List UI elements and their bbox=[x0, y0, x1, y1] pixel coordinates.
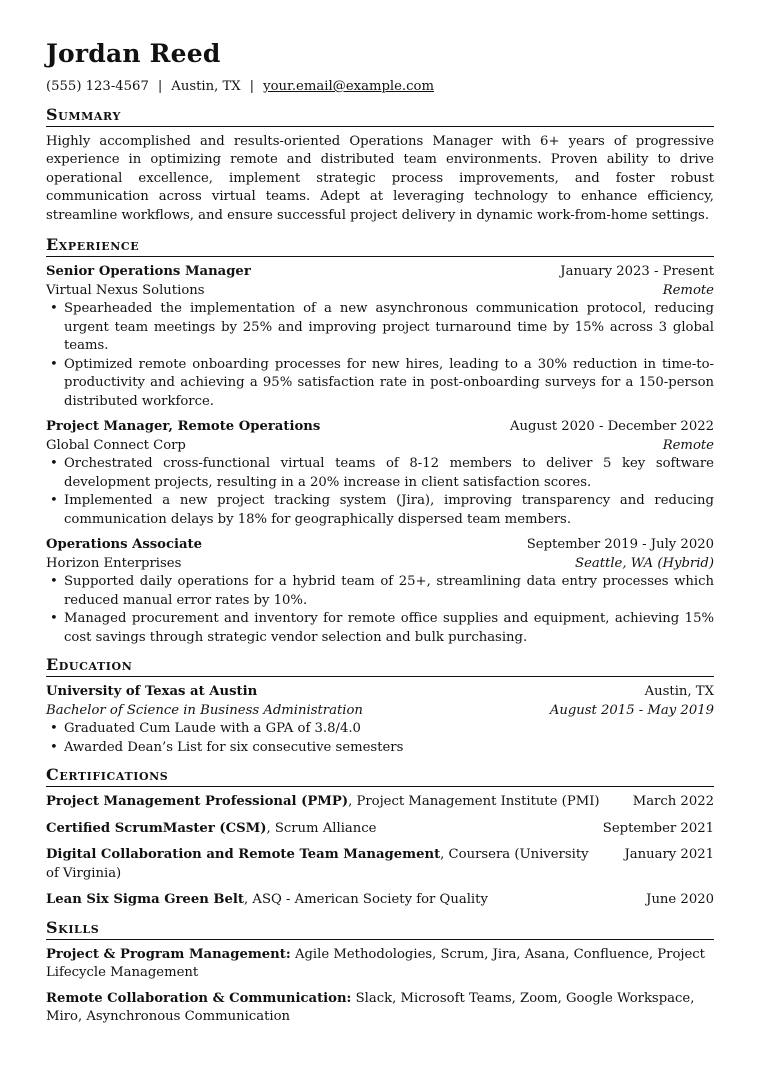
education-dates: August 2015 - May 2019 bbox=[549, 702, 714, 718]
candidate-name: Jordan Reed bbox=[46, 39, 221, 68]
certification-issuer: , Coursera (University of Virginia) bbox=[46, 847, 589, 881]
company-name: Virtual Nexus Solutions bbox=[46, 282, 205, 298]
summary-text: Highly accomplished and results-oriented Operations Manager with 6+ years of progressive experience in optimizing remote and distributed team environments. Proven ability to drive operational excellence, implement strategic process improvements, and foster robust communication across virtual teams. Adept at leveraging technology to enhance efficiency, streamline workflows, and ensure successful project delivery in dynamic work-from-home settings. bbox=[46, 133, 714, 223]
skills-section bbox=[46, 918, 714, 1027]
bullet-item: • Spearheaded the implementation of a new asynchronous communication protocol, reducing urgent team meetings by 25% and improving project turnaround time by 15% across 3 global teams. bbox=[46, 300, 714, 356]
education-header bbox=[46, 683, 714, 702]
certification-issuer: , ASQ - American Society for Quality bbox=[244, 892, 488, 907]
certification-date: January 2021 bbox=[624, 847, 714, 862]
company-name: Horizon Enterprises bbox=[46, 555, 182, 571]
section-heading-education: Education bbox=[46, 655, 714, 677]
job-dates: September 2019 - July 2020 bbox=[526, 537, 714, 552]
bullet-item: • Implemented a new project tracking system (Jira), improving transparency and reducing communication delays by 18% for geographically dispersed team members. bbox=[46, 492, 714, 529]
job-subheader bbox=[46, 437, 714, 456]
location: Austin, TX bbox=[171, 79, 241, 94]
job-entry bbox=[46, 263, 714, 411]
certification-item bbox=[46, 820, 714, 839]
job-header bbox=[46, 418, 714, 437]
bullet-item: • Graduated Cum Laude with a GPA of 3.8/4.0 bbox=[46, 720, 714, 739]
contact-separator: | bbox=[157, 79, 163, 94]
skill-list: Slack, Microsoft Teams, Zoom, Google Workspace, Miro, Asynchronous Communication bbox=[46, 990, 695, 1024]
bullet-item: • Supported daily operations for a hybrid team of 25+, streamlining data entry processes which reduced manual error rates by 10%. bbox=[46, 573, 714, 610]
section-heading-summary: Summary bbox=[46, 105, 714, 127]
certification-date: September 2021 bbox=[602, 820, 714, 836]
school-name: University of Texas at Austin bbox=[46, 684, 258, 699]
job-entry bbox=[46, 418, 714, 529]
certification-name: Lean Six Sigma Green Belt bbox=[46, 892, 245, 907]
bullet-item: • Optimized remote onboarding processes for new hires, leading to a 30% reduction in time-to-productivity and achieving a 95% satisfaction rate in post-onboarding surveys for a 150-person distributed workforce. bbox=[46, 356, 714, 412]
certification-text bbox=[46, 846, 604, 883]
certification-text bbox=[46, 793, 600, 812]
education-section bbox=[46, 655, 714, 757]
contact-line bbox=[46, 78, 714, 97]
certification-item bbox=[46, 846, 714, 883]
certification-name: Certified ScrumMaster (CSM) bbox=[46, 820, 267, 836]
job-title: Operations Associate bbox=[46, 537, 203, 552]
education-bullets bbox=[46, 720, 714, 757]
certification-name: Project Management Professional (PMP) bbox=[46, 794, 349, 809]
section-heading-skills: Skills bbox=[46, 918, 714, 940]
education-subheader bbox=[46, 702, 714, 721]
job-subheader bbox=[46, 555, 714, 574]
certification-date: March 2022 bbox=[632, 794, 714, 809]
company-name: Global Connect Corp bbox=[46, 437, 186, 453]
school-location: Austin, TX bbox=[644, 684, 714, 699]
job-entry bbox=[46, 536, 714, 647]
skill-category: Project & Program Management: bbox=[46, 946, 291, 962]
job-dates: August 2020 - December 2022 bbox=[510, 419, 714, 434]
certification-item bbox=[46, 793, 714, 812]
job-bullets bbox=[46, 300, 714, 411]
contact-separator: | bbox=[249, 79, 255, 94]
job-title: Project Manager, Remote Operations bbox=[46, 419, 321, 434]
certification-issuer: , Project Management Institute (PMI) bbox=[348, 794, 600, 809]
job-header bbox=[46, 536, 714, 555]
job-title: Senior Operations Manager bbox=[46, 264, 251, 279]
skill-item bbox=[46, 990, 714, 1027]
certification-text bbox=[46, 891, 488, 910]
bullet-item: • Managed procurement and inventory for remote office supplies and equipment, achieving 15% cost savings through strategic vendor selection and bulk purchasing. bbox=[46, 610, 714, 647]
bullet-item: • Orchestrated cross-functional virtual teams of 8-12 members to deliver 5 key software development projects, resulting in a 20% increase in client satisfaction scores. bbox=[46, 455, 714, 492]
skill-category: Remote Collaboration & Communication: bbox=[46, 990, 352, 1006]
experience-section bbox=[46, 235, 714, 647]
job-location: Remote bbox=[662, 437, 714, 453]
job-location: Seattle, WA (Hybrid) bbox=[575, 555, 714, 571]
section-heading-certifications: Certifications bbox=[46, 765, 714, 787]
skill-list: Agile Methodologies, Scrum, Jira, Asana, Confluence, Project Lifecycle Management bbox=[46, 946, 705, 980]
job-bullets bbox=[46, 573, 714, 647]
bullet-item: • Awarded Dean’s List for six consecutive semesters bbox=[46, 739, 714, 758]
job-bullets bbox=[46, 455, 714, 529]
phone-number: (555) 123-4567 bbox=[46, 79, 149, 94]
certifications-section bbox=[46, 765, 714, 910]
job-location: Remote bbox=[662, 282, 714, 298]
certification-text bbox=[46, 820, 376, 839]
certification-issuer: , Scrum Alliance bbox=[266, 820, 377, 836]
certification-date: June 2020 bbox=[646, 892, 714, 907]
certification-item bbox=[46, 891, 714, 910]
summary-section bbox=[46, 105, 714, 226]
degree: Bachelor of Science in Business Administration bbox=[46, 702, 363, 718]
email-link[interactable]: your.email@example.com bbox=[263, 79, 434, 94]
certification-name: Digital Collaboration and Remote Team Management bbox=[46, 847, 441, 862]
skill-item bbox=[46, 946, 714, 983]
education-entry bbox=[46, 683, 714, 757]
section-heading-experience: Experience bbox=[46, 235, 714, 257]
job-subheader bbox=[46, 282, 714, 301]
job-header bbox=[46, 263, 714, 282]
job-dates: January 2023 - Present bbox=[560, 264, 714, 279]
